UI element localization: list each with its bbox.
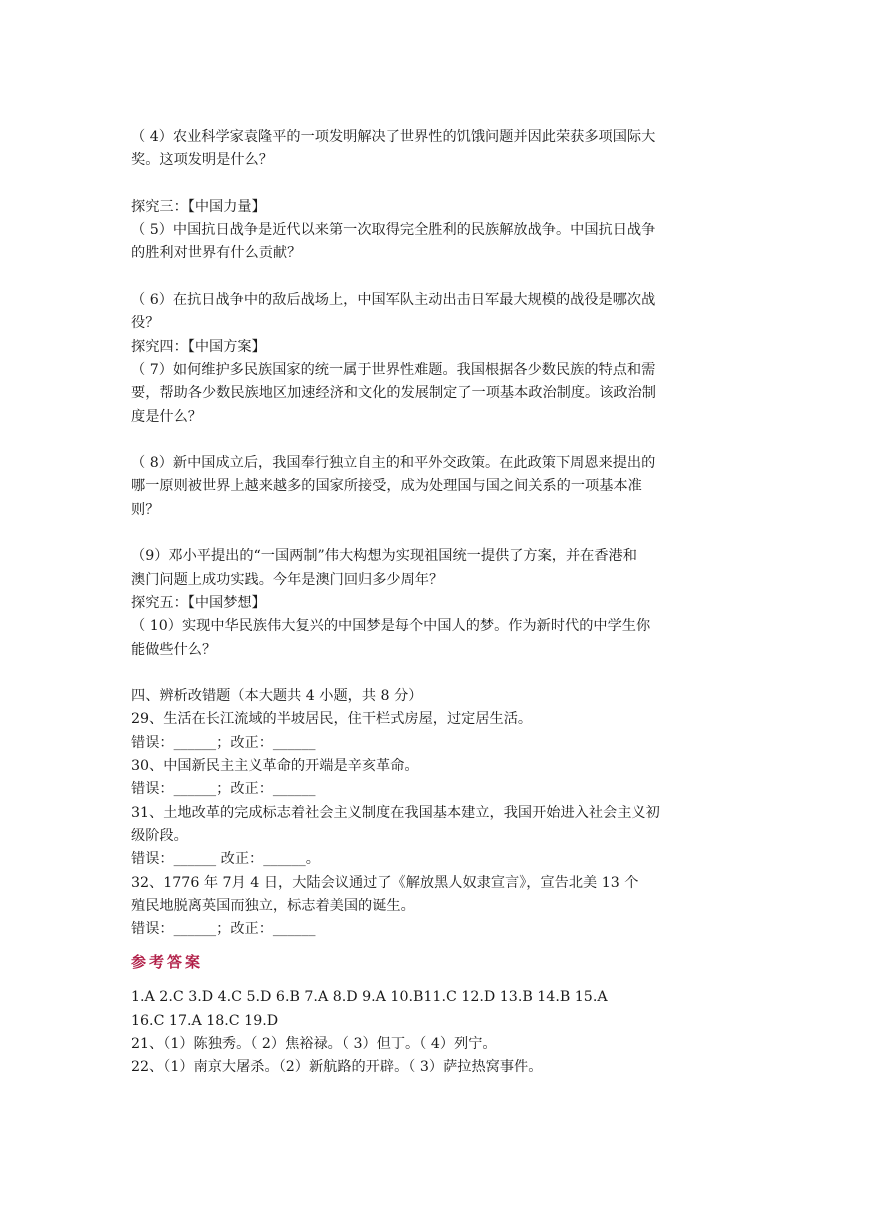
- question-32-line-1: 32、1776 年 7月 4 日，大陆会议通过了《解放黑人奴隶宣言》，宣告北美 13 个: [131, 874, 639, 891]
- question-32-blank: 错误：______；改正：______: [131, 921, 316, 938]
- answer-line-1: 1.A 2.C 3.D 4.C 5.D 6.B 7.A 8.D 9.A 10.B11.C 12.D 13.B 14.B 15.A: [131, 989, 608, 1006]
- question-29-blank: 错误：______；改正：______: [131, 734, 316, 751]
- question-8-line-1: （ 8）新中国成立后，我国奉行独立自主的和平外交政策。在此政策下周恩来提出的: [131, 455, 656, 472]
- question-10-line-1: （ 10）实现中华民族伟大复兴的中国梦是每个中国人的梦。作为新时代的中学生你: [131, 618, 651, 635]
- spacer: [131, 173, 741, 196]
- question-32-line-2: 殖民地脱离英国而独立，标志着美国的诞生。: [131, 897, 415, 914]
- question-4-line-1: （ 4）农业科学家袁隆平的一项发明解决了世界性的饥饿问题并因此荣获多项国际大: [131, 129, 656, 145]
- question-7-line-3: 度是什么？: [131, 408, 202, 425]
- question-8-line-3: 则？: [131, 501, 160, 518]
- question-8-line-2: 哪一原则被世界上越来越多的国家所接受，成为处理国与国之间关系的一项基本准: [131, 478, 642, 495]
- part-4-heading: 四、辨析改错题（本大题共 4 小题，共 8 分）: [131, 688, 423, 705]
- answer-line-2: 16.C 17.A 18.C 19.D: [131, 1012, 279, 1029]
- question-31-line-1: 31、土地改革的完成标志着社会主义制度在我国基本建立，我国开始进入社会主义初: [131, 804, 660, 821]
- section-3-heading: 探究三：【中国力量】: [131, 198, 266, 215]
- answer-line-4: 22、（1）南京大屠杀。（2）新航路的开辟。（ 3）萨拉热窝事件。: [131, 1059, 543, 1076]
- question-7-line-1: （ 7）如何维护多民族国家的统一属于世界性难题。我国根据各少数民族的特点和需: [131, 361, 656, 378]
- question-7-line-2: 要，帮助各少数民族地区加速经济和文化的发展制定了一项基本政治制度。该政治制: [131, 385, 656, 402]
- document-page: [131, 126, 741, 1080]
- question-30: 30、中国新民主主义革命的开端是辛亥革命。: [131, 758, 419, 775]
- question-31-line-2: 级阶段。: [131, 827, 188, 844]
- spacer: [131, 429, 741, 452]
- answer-key-heading: 参考答案: [131, 953, 204, 972]
- section-4-heading: 探究四：【中国方案】: [131, 338, 266, 355]
- question-6-line-2: 役？: [131, 315, 160, 332]
- question-6-line-1: （ 6）在抗日战争中的敌后战场上，中国军队主动出击日军最大规模的战役是哪次战: [131, 292, 656, 309]
- question-9-line-1: （9）邓小平提出的“一国两制”伟大构想为实现祖国统一提供了方案，并在香港和: [131, 548, 637, 565]
- question-4-line-2: 奖。这项发明是什么？: [131, 152, 273, 169]
- question-29: 29、生活在长江流域的半坡居民，住干栏式房屋，过定居生活。: [131, 711, 533, 728]
- question-5-line-1: （ 5）中国抗日战争是近代以来第一次取得完全胜利的民族解放战争。中国抗日战争: [131, 222, 656, 239]
- spacer: [131, 266, 741, 289]
- question-10-line-2: 能做些什么？: [131, 641, 217, 658]
- spacer: [131, 662, 741, 685]
- question-31-blank: 错误：______ 改正：______。: [131, 851, 320, 868]
- question-30-blank: 错误：______；改正：______: [131, 781, 316, 798]
- answer-line-3: 21、（1）陈独秀。（ 2）焦裕禄。（ 3）但丁。（ 4）列宁。: [131, 1035, 497, 1052]
- question-5-line-2: 的胜利对世界有什么贡献？: [131, 245, 302, 262]
- question-9-line-2: 澳门问题上成功实践。今年是澳门回归多少周年？: [131, 571, 444, 588]
- spacer: [131, 522, 741, 545]
- section-5-heading: 探究五：【中国梦想】: [131, 594, 266, 611]
